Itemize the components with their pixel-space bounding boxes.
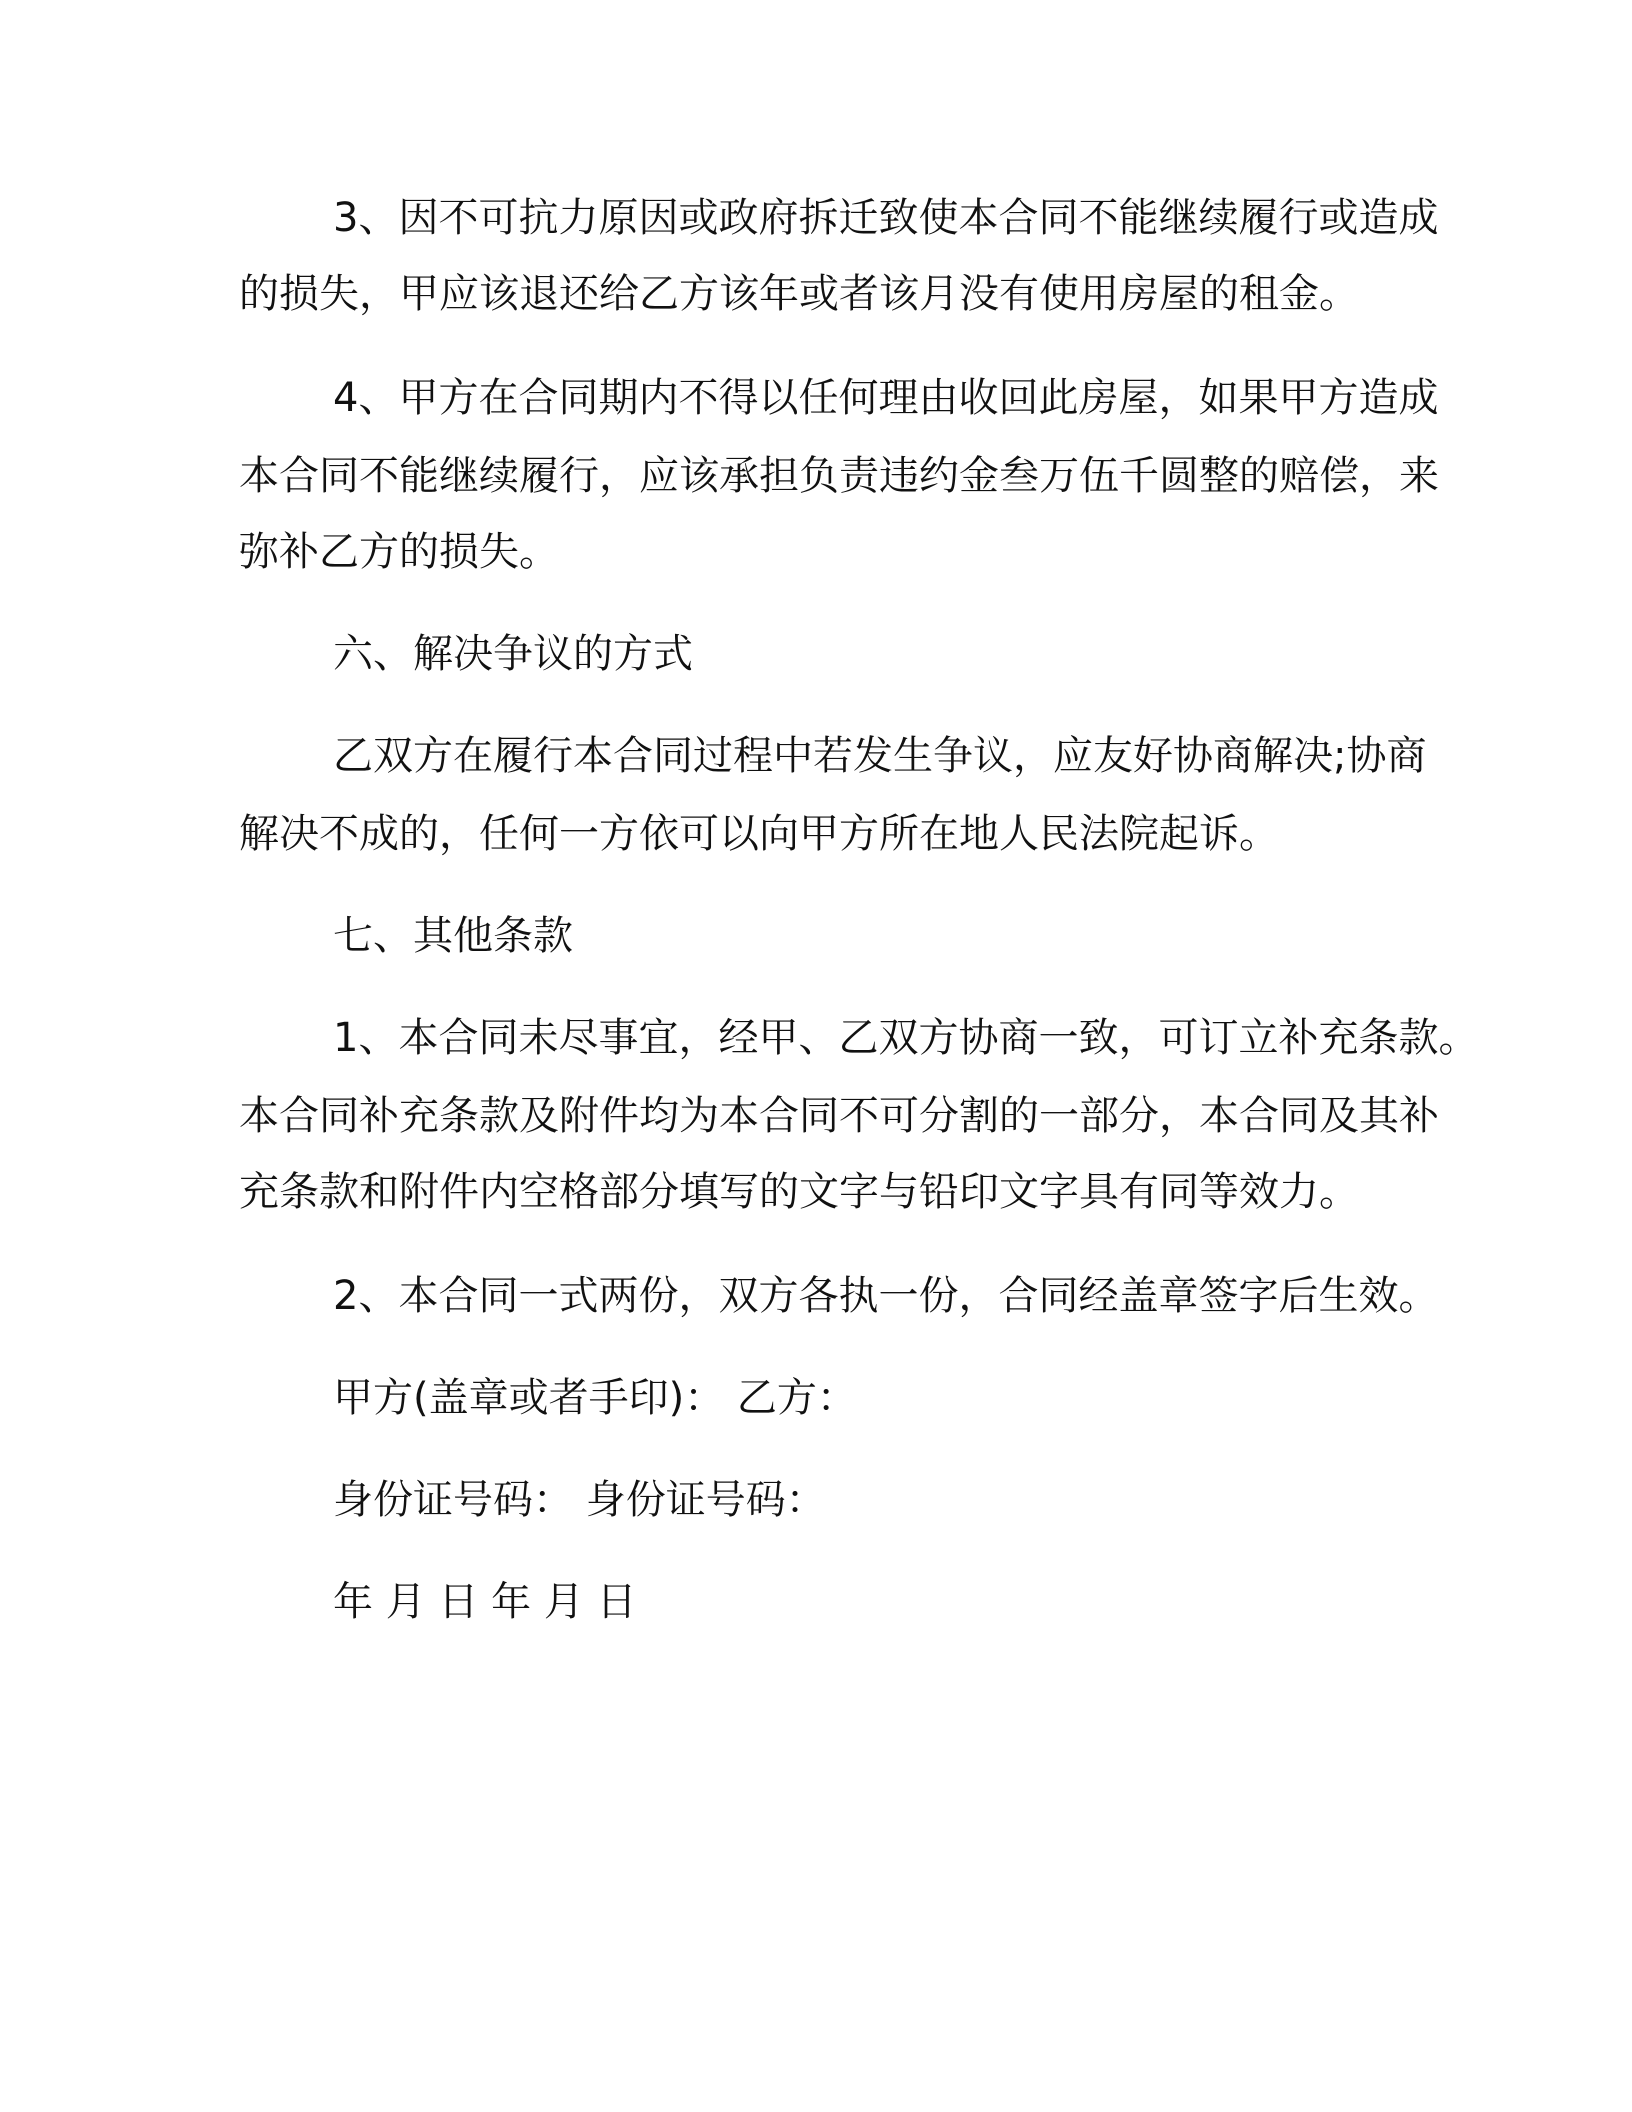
clause-4-line-1: 4、甲方在合同期内不得以任何理由收回此房屋，如果甲方造成 [333,375,1439,421]
signature-id-numbers: 身份证号码： 身份证号码： [333,1477,826,1523]
clause-4-line-3: 弥补乙方的损失。 [239,529,559,575]
section-7-heading: 七、其他条款 [333,913,573,959]
section-6-heading: 六、解决争议的方式 [333,631,693,677]
clause-3-line-1: 3、因不可抗力原因或政府拆迁致使本合同不能继续履行或造成 [333,195,1439,241]
section-7-item-1-line-3: 充条款和附件内空格部分填写的文字与铅印文字具有同等效力。 [239,1169,1359,1215]
section-7-item-1-line-1: 1、本合同未尽事宜，经甲、乙双方协商一致，可订立补充条款。 [333,1015,1479,1061]
section-6-line-1: 乙双方在履行本合同过程中若发生争议，应友好协商解决;协商 [333,733,1427,779]
clause-4-line-2: 本合同不能继续履行，应该承担负责违约金叁万伍千圆整的赔偿，来 [239,453,1439,499]
signature-parties: 甲方(盖章或者手印)： 乙方： [333,1375,857,1421]
clause-3-line-2: 的损失，甲应该退还给乙方该年或者该月没有使用房屋的租金。 [239,271,1359,317]
signature-dates: 年 月 日 年 月 日 [333,1579,637,1625]
section-6-line-2: 解决不成的，任何一方依可以向甲方所在地人民法院起诉。 [239,811,1279,857]
section-7-item-2: 2、本合同一式两份，双方各执一份，合同经盖章签字后生效。 [333,1273,1439,1319]
section-7-item-1-line-2: 本合同补充条款及附件均为本合同不可分割的一部分，本合同及其补 [239,1093,1439,1139]
